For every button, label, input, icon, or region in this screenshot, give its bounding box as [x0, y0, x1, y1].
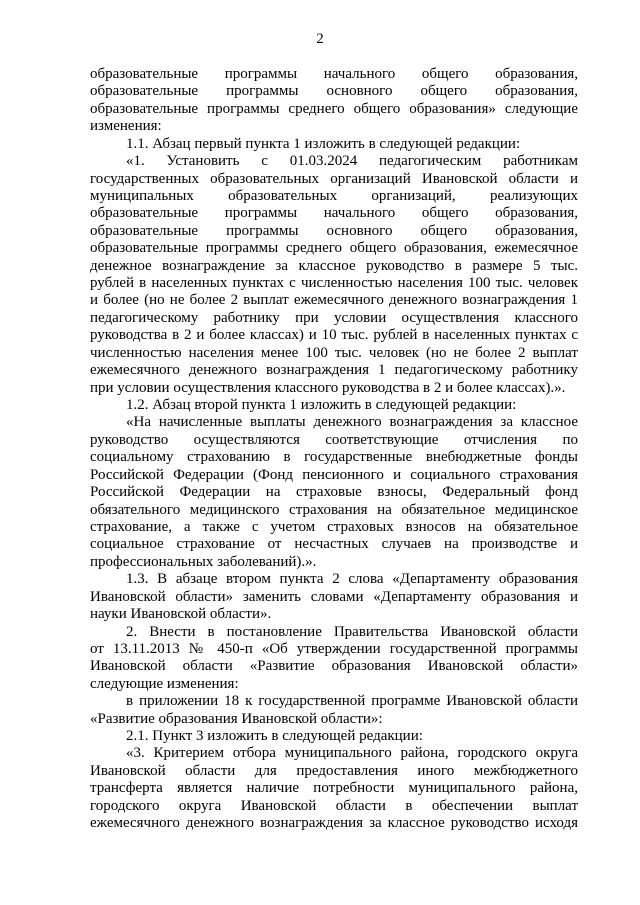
- text-line: 2. Внести в постановление Правительства Ивановской области: [126, 623, 578, 640]
- paragraph: [90, 136, 578, 153]
- text-line: руководства в 2 и более классах) и 10 тыс. рублей в населенных пунктах с: [90, 327, 578, 344]
- text-line: образовательные программы основного общего образования,: [90, 222, 578, 239]
- text-line: педагогическому работнику при условии осуществления классного: [90, 309, 578, 326]
- text-line: городского округа Ивановской области в обеспечении выплат: [90, 797, 578, 814]
- paragraph: [90, 414, 578, 571]
- text-line: 1.3. В абзаце втором пункта 2 слова «Департаменту образования: [126, 571, 578, 588]
- paragraph: [90, 397, 578, 414]
- text-line: муниципальных образовательных организаций, реализующих: [90, 187, 578, 204]
- text-line: Ивановской области» заменить словами «Департаменту образования и: [90, 588, 578, 605]
- paragraph: [90, 571, 578, 623]
- text-line: изменения:: [90, 118, 162, 135]
- text-line: при условии осуществления классного руководства в 2 и более классах).».: [90, 379, 566, 396]
- text-line: следующие изменения:: [90, 675, 239, 692]
- text-line: денежное вознаграждение за классное руководство в размере 5 тыс.: [90, 257, 578, 274]
- text-line: и более (но не более 2 выплат ежемесячного денежного вознаграждения 1: [90, 292, 578, 309]
- text-line: трансферта является наличие потребности муниципального района,: [90, 780, 578, 797]
- text-line: ежемесячного денежного вознаграждения 1 педагогическому работнику: [90, 362, 578, 379]
- text-line: «1. Установить с 01.03.2024 педагогическим работникам: [126, 153, 578, 170]
- text-line: Российской Федерации (Фонд пенсионного и социального страхования: [90, 466, 578, 483]
- text-line: от 13.11.2013 № 450-п «Об утверждении государственной программы: [90, 640, 578, 657]
- document-body: [90, 66, 578, 833]
- paragraph: [90, 728, 578, 745]
- text-line: Ивановской области для предоставления иного межбюджетного: [90, 762, 578, 779]
- text-line: 1.1. Абзац первый пункта 1 изложить в следующей редакции:: [126, 135, 521, 152]
- text-line: образовательные программы основного общего образования,: [90, 83, 578, 100]
- text-line: социальному страхованию в государственные внебюджетные фонды: [90, 449, 578, 466]
- text-line: «3. Критерием отбора муниципального района, городского округа: [126, 745, 578, 762]
- text-line: Российской Федерации на страховые взносы, Федеральный фонд: [90, 484, 578, 501]
- text-line: руководство осуществляются соответствующие отчисления по: [90, 431, 578, 448]
- text-line: 2.1. Пункт 3 изложить в следующей редакции:: [126, 728, 423, 745]
- paragraph: [90, 66, 578, 136]
- text-line: образовательные программы начального общего образования,: [90, 66, 578, 82]
- text-line: образовательные программы среднего общего образования» следующие: [90, 100, 578, 117]
- text-line: численностью населения менее 100 тыс. человек (но не более 2 выплат: [90, 344, 578, 361]
- paragraph: [90, 745, 578, 832]
- text-line: «Развитие образования Ивановской области»:: [90, 710, 383, 727]
- text-line: «На начисленные выплаты денежного вознаграждения за классное: [126, 414, 578, 431]
- text-line: Ивановской области «Развитие образования Ивановской области»: [90, 658, 578, 675]
- text-line: образовательные программы среднего общего образования, ежемесячное: [90, 240, 578, 257]
- text-line: 1.2. Абзац второй пункта 1 изложить в следующей редакции:: [126, 397, 517, 414]
- text-line: в приложении 18 к государственной программе Ивановской области: [126, 693, 578, 710]
- text-line: ежемесячного денежного вознаграждения за классное руководство исходя: [90, 815, 578, 832]
- text-line: социальное страхование от несчастных случаев на производстве и: [90, 536, 578, 553]
- text-line: рублей в населенных пунктах с численностью населения 100 тыс. человек: [90, 275, 578, 292]
- text-line: образовательные программы начального общего образования,: [90, 205, 578, 222]
- paragraph: [90, 624, 578, 694]
- text-line: обязательного медицинского страхования на обязательное медицинское: [90, 501, 578, 518]
- page-number: 2: [316, 31, 324, 47]
- text-line: страхование, а также с учетом страховых взносов на обязательное: [90, 518, 578, 535]
- paragraph: [90, 693, 578, 728]
- paragraph: [90, 153, 578, 397]
- text-line: профессиональных заболеваний).».: [90, 553, 317, 570]
- text-line: государственных образовательных организаций Ивановской области и: [90, 170, 578, 187]
- text-line: науки Ивановской области».: [90, 606, 272, 623]
